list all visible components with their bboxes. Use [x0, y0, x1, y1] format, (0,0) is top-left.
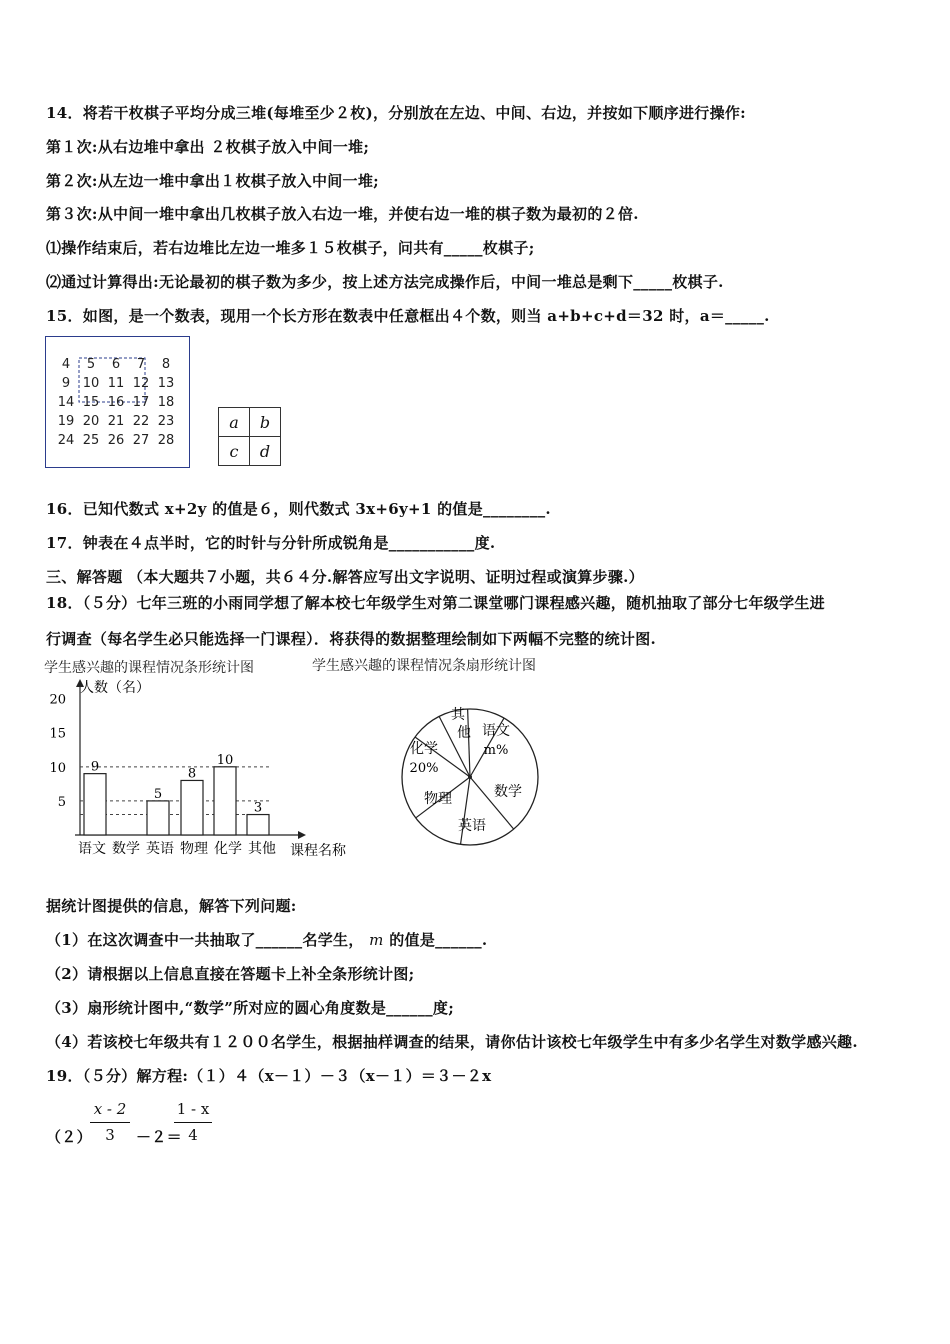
y-tick-label: 15	[49, 726, 66, 742]
abcd-box	[218, 407, 281, 466]
y-tick-label: 5	[57, 794, 66, 810]
pie-label-语文: 语文	[482, 723, 510, 739]
q19-p2-label: （２）	[46, 1128, 92, 1146]
q14-part1: ⑴操作结束后，若右边堆比左边一堆多１５枚棋子，问共有_____枚棋子;	[46, 239, 535, 257]
y-axis-label: 人数（名）	[80, 680, 150, 696]
q18-p1-tail: 的值是______.	[389, 931, 488, 949]
bar-value-label: 3	[253, 800, 263, 816]
section3-heading: 三、解答题 （本大题共７小题，共６４分.解答应写出文字说明、证明过程或演算步骤.）	[46, 568, 644, 586]
bar-value-label: 9	[90, 759, 100, 775]
q15-stem: 15．如图，是一个数表，现用一个长方形在数表中任意框出４个数，则当 a+b+c+d＝32 时，a＝_____.	[46, 307, 770, 325]
frac2-numerator: 1 - x	[176, 1100, 210, 1118]
table-number: 10	[82, 376, 100, 391]
table-number: 5	[86, 357, 96, 372]
pie-value-label: 20%	[409, 761, 439, 776]
category-label: 化学	[214, 841, 242, 857]
cell-d: d	[250, 437, 281, 466]
q18-p1	[46, 929, 487, 950]
q19-stem: 19．（５分）解方程:（１）４（x－１）－３（x－１）＝３－２x	[46, 1067, 492, 1085]
pie-label-他: 他	[457, 725, 471, 741]
pie-chart	[398, 700, 548, 850]
bar-chart	[40, 675, 370, 865]
pie-center	[468, 775, 472, 779]
table-number: 4	[61, 357, 71, 372]
table-number: 16	[107, 395, 125, 410]
category-label: 英语	[146, 841, 174, 857]
category-label: 语文	[78, 841, 106, 857]
q18-intro: 据统计图提供的信息，解答下列问题:	[46, 897, 297, 915]
number-table-svg	[46, 337, 191, 469]
bar-语文	[84, 774, 106, 835]
table-number: 7	[136, 357, 146, 372]
table-number: 17	[132, 395, 150, 410]
table-number: 25	[82, 433, 100, 448]
q18-line2: 行调查（每名学生必只能选择一门课程）．将获得的数据整理绘制如下两幅不完整的统计图.	[46, 630, 657, 648]
q14-step3: 第３次:从中间一堆中拿出几枚棋子放入右边一堆，并使右边一堆的棋子数为最初的２倍.	[46, 205, 639, 223]
pie-label-数学: 数学	[494, 784, 522, 800]
table-number: 11	[107, 376, 125, 391]
q18-p1-text: （1）在这次调查中一共抽取了______名学生，	[46, 931, 364, 949]
q18-p1-m: m	[369, 931, 384, 949]
y-tick-label: 10	[49, 760, 66, 776]
table-number: 28	[157, 433, 175, 448]
cell-b: b	[250, 408, 281, 437]
bar-其他	[247, 815, 269, 835]
frac2-denominator: 4	[188, 1126, 198, 1144]
category-label: 其他	[248, 841, 276, 857]
cell-a: a	[219, 408, 250, 437]
table-number: 26	[107, 433, 125, 448]
pie-value-label: m%	[483, 743, 509, 758]
number-table	[45, 336, 190, 468]
frac1-denominator: 3	[105, 1126, 115, 1144]
x-axis-arrow	[298, 831, 306, 839]
table-number: 20	[82, 414, 100, 429]
pie-label-英语: 英语	[458, 818, 486, 834]
bar-物理	[181, 780, 203, 835]
q19-mid: －２＝	[136, 1128, 182, 1146]
table-number: 6	[111, 357, 121, 372]
table-number: 24	[57, 433, 75, 448]
q18-p2: （2）请根据以上信息直接在答题卡上补全条形统计图;	[46, 965, 415, 983]
bar-chart-title: 学生感兴趣的课程情况条形统计图	[44, 660, 254, 676]
bar-value-label: 10	[216, 752, 234, 768]
table-number: 9	[61, 376, 71, 391]
category-label: 数学	[112, 841, 140, 857]
q14-step2: 第２次:从左边一堆中拿出１枚棋子放入中间一堆;	[46, 172, 379, 190]
q18-p3: （3）扇形统计图中,“数学”所对应的圆心角度数是______度;	[46, 999, 455, 1017]
q14-part2: ⑵通过计算得出:无论最初的棋子数为多少，按上述方法完成操作后，中间一堆总是剩下_____枚棋子.	[46, 273, 724, 291]
table-number: 14	[57, 395, 75, 410]
table-number: 15	[82, 395, 100, 410]
frac1-numerator: x - 2	[93, 1100, 127, 1118]
table-number: 8	[161, 357, 171, 372]
bar-value-label: 5	[153, 786, 163, 802]
table-number: 23	[157, 414, 175, 429]
pie-chart-title: 学生感兴趣的课程情况条扇形统计图	[312, 658, 536, 674]
q14-step1: 第１次:从右边堆中拿出 ２枚棋子放入中间一堆;	[46, 138, 370, 156]
table-number: 21	[107, 414, 125, 429]
bar-英语	[147, 801, 169, 835]
bar-化学	[214, 767, 236, 835]
q14-stem: 14．将若干枚棋子平均分成三堆(每堆至少２枚)，分别放在左边、中间、右边，并按如下顺序进行操作:	[46, 104, 747, 122]
cell-c: c	[219, 437, 250, 466]
pie-label-其: 其	[451, 707, 465, 723]
frac2-bar	[174, 1122, 212, 1123]
table-number: 18	[157, 395, 175, 410]
pie-label-化学: 化学	[410, 741, 438, 757]
table-number: 12	[132, 376, 150, 391]
y-tick-label: 20	[49, 692, 66, 708]
table-number: 22	[132, 414, 150, 429]
table-number: 13	[157, 376, 175, 391]
q17: 17．钟表在４点半时，它的时针与分针所成锐角是___________度.	[46, 534, 496, 552]
q18-line1: 18．（５分）七年三班的小雨同学想了解本校七年级学生对第二课堂哪门课程感兴趣，随机抽取了部分七年级学生进	[46, 594, 825, 612]
table-number: 27	[132, 433, 150, 448]
q18-p4: （4）若该校七年级共有１２００名学生，根据抽样调查的结果，请你估计该校七年级学生中有多少名学生对数学感兴趣.	[46, 1033, 858, 1051]
x-axis-label: 课程名称	[290, 843, 346, 859]
pie-label-物理: 物理	[424, 791, 452, 807]
frac1-bar	[90, 1122, 130, 1123]
q16: 16．已知代数式 x+2y 的值是６，则代数式 3x+6y+1 的值是________.	[46, 500, 551, 518]
category-label: 物理	[180, 841, 208, 857]
table-number: 19	[57, 414, 75, 429]
bar-value-label: 8	[187, 766, 197, 782]
